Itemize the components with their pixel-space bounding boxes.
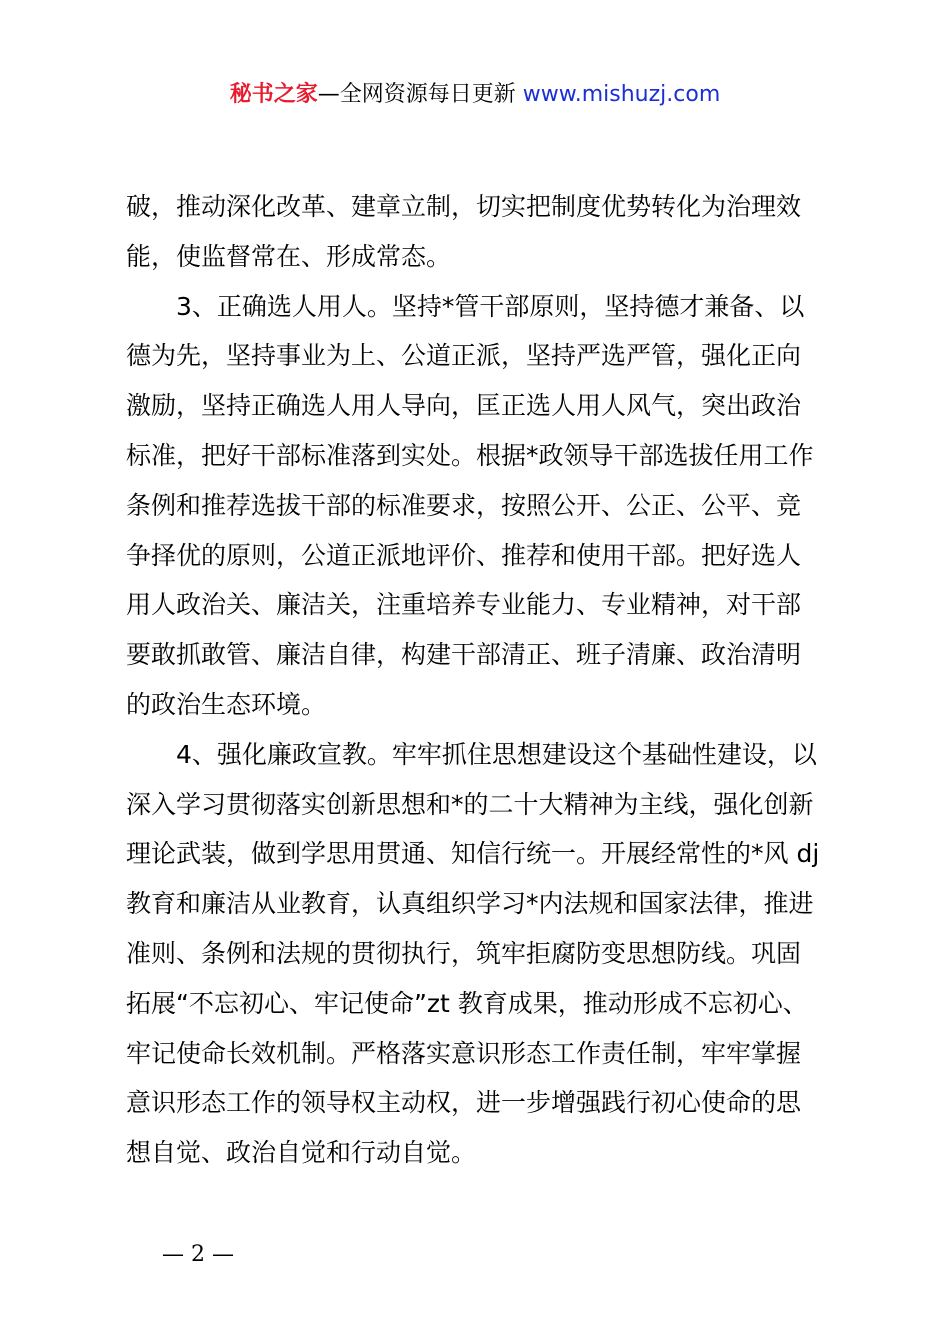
- site-brand: 秘书之家: [229, 82, 318, 107]
- page-header: [0, 78, 950, 112]
- text-line: 教育和廉洁从业教育，认真组织学习*内法规和国家法律，推进: [126, 889, 814, 919]
- paragraph-3: [126, 730, 834, 1178]
- text-line: 想自觉、政治自觉和行动自觉。: [126, 1138, 477, 1168]
- text-line: 意识形态工作的领导权主动权，进一步增强践行初心使命的思: [126, 1088, 802, 1118]
- text-line: 能，使监督常在、形成常态。: [126, 241, 452, 271]
- text-line: 标准，把好干部标准落到实处。根据*政领导干部选拔任用工作: [126, 440, 814, 470]
- text-line: 破，推动深化改革、建章立制，切实把制度优势转化为治理效: [126, 192, 802, 221]
- paragraph-1: [126, 182, 834, 282]
- text-line: 拓展“不忘初心、牢记使命”zt 教育成果，推动形成不忘初心、: [126, 988, 808, 1018]
- text-line: 要敢抓敢管、廉洁自律，构建干部清正、班子清廉、政治清明: [126, 640, 802, 670]
- text-line: 牢记使命长效机制。严格落实意识形态工作责任制，牢牢掌握: [126, 1038, 802, 1068]
- paragraph-2: [126, 282, 834, 730]
- text-line: 德为先，坚持事业为上、公道正派，坚持严选严管，强化正向: [126, 341, 802, 371]
- text-line: 准则、条例和法规的贯彻执行，筑牢拒腐防变思想防线。巩固: [126, 938, 802, 968]
- text-line: 3、正确选人用人。坚持*管干部原则，坚持德才兼备、以: [176, 291, 805, 321]
- page-number: — 2 —: [162, 1242, 234, 1267]
- text-line: 激励，坚持正确选人用人导向，匡正选人用人风气，突出政治: [126, 391, 802, 421]
- document-body: [126, 182, 834, 1178]
- site-tagline: —全网资源每日更新: [317, 82, 523, 107]
- text-line: 的政治生态环境。: [126, 689, 327, 719]
- text-line: 争择优的原则，公道正派地评价、推荐和使用干部。把好选人: [126, 540, 802, 570]
- site-url-link[interactable]: www.mishuzj.com: [522, 82, 721, 107]
- text-line: 用人政治关、廉洁关，注重培养专业能力、专业精神，对干部: [126, 590, 802, 620]
- text-line: 深入学习贯彻落实创新思想和*的二十大精神为主线，强化创新: [126, 789, 814, 819]
- text-line: 条例和推荐选拔干部的标准要求，按照公开、公正、公平、竞: [126, 490, 802, 520]
- text-line: 4、强化廉政宣教。牢牢抓住思想建设这个基础性建设，以: [176, 739, 817, 769]
- text-line: 理论武装，做到学思用贯通、知信行统一。开展经常性的*风 dj: [126, 839, 820, 869]
